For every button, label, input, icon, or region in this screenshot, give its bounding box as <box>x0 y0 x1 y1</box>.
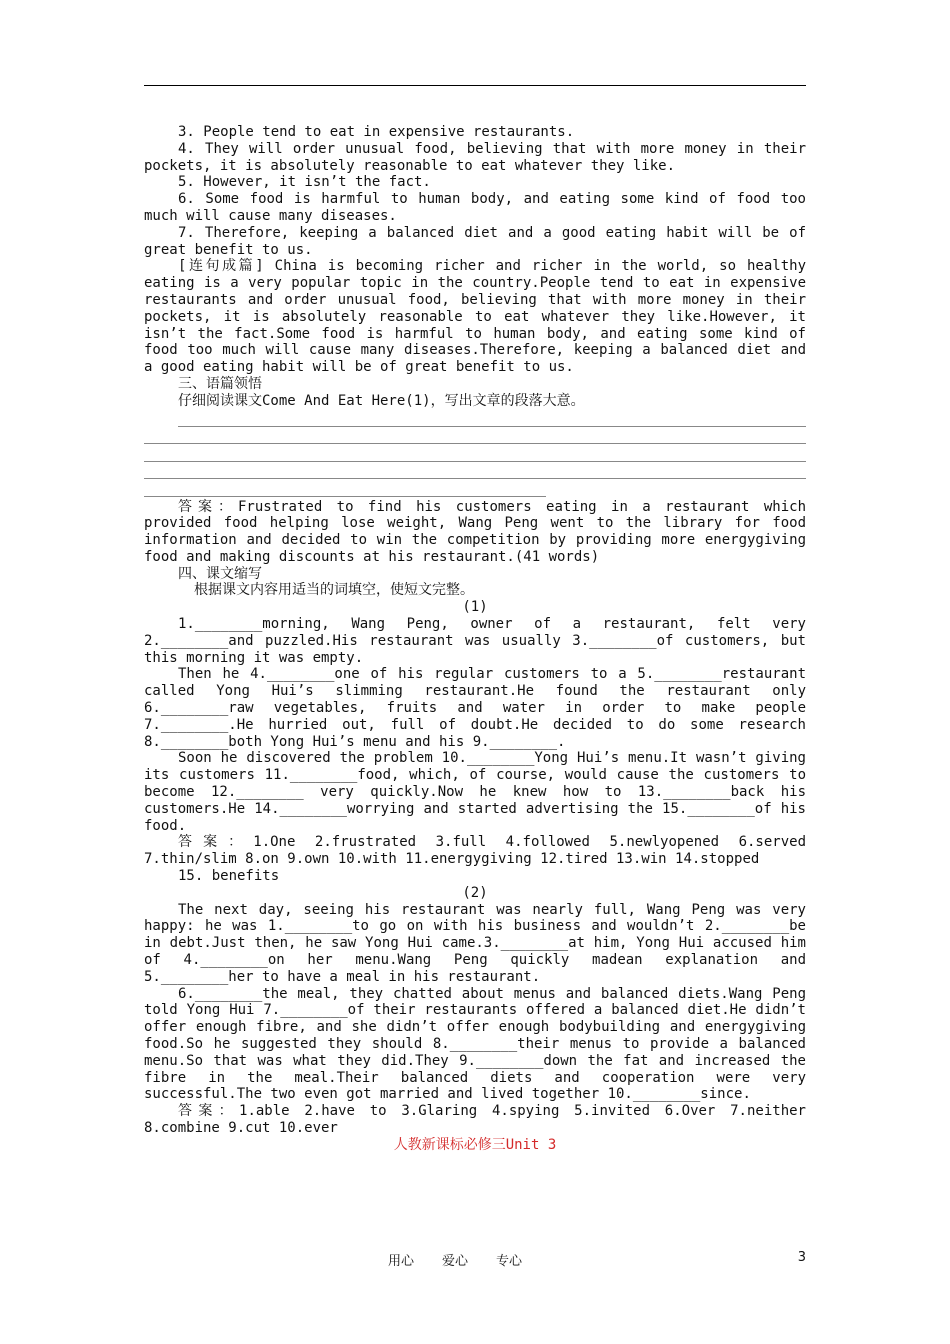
combine-tag: [连句成篇] <box>178 258 264 275</box>
part-1-answer-tail: 15. benefits <box>178 868 280 885</box>
writing-line[interactable] <box>144 479 546 496</box>
sentence-6: 6. Some food is harmful to human body, and eating some kind of food too much will cause many diseases. <box>144 191 806 224</box>
page-footer <box>0 1250 950 1268</box>
writing-line[interactable] <box>144 462 806 479</box>
footer-motto <box>388 1250 550 1269</box>
section-4-heading: 四、课文缩写 <box>178 565 262 582</box>
source-line: 人教新课标必修三Unit 3 <box>393 1136 557 1153</box>
part-2-paragraph: The next day, seeing his restaurant was nearly full, Wang Peng was very happy: he was 1.________to go on with his business and wouldn’t 2.________be in debt.Just then, he saw Yong Hui came.3.________at him, Yong Hui accused him of 4.________on her menu.Wang Peng quickly madean explanation and 5.________her to have a meal in his restaurant. <box>144 901 806 985</box>
part-2-paragraph: 6.________the meal, they chatted about menus and balanced diets.Wang Peng told Yong Hui 7.________of their restaurants offered a balanced diet.He didn’t offer enough fibre, and she didn’t offer enough bodybuilding and energygiving food.So he suggested they should 8.________their menus to provide a balanced menu.So that was what they did.They 9.________down the fat and increased the fibre in the meal.Their balanced diets and cooperation were very successful.The two even got married and lived together 10.________since. <box>144 985 806 1103</box>
section-4-instruction: 根据课文内容用适当的词填空，使短文完整。 <box>194 582 474 599</box>
combined-paragraph <box>144 258 806 376</box>
combine-text: China is becoming richer and richer in the world, so healthy eating is a very popular topic in the country.People tend to eat in expensive restaurants and order unusual food, believing that with more money in their pockets, it is absolutely reasonable to eat whatever they like.However, it isn’t the fact.Some food is harmful to human body, and eating some kind of food too much will cause many diseases.Therefore, keeping a balanced diet and a good eating habit will be of great benefit to us. <box>144 258 806 376</box>
section-3-heading: 三、语篇领悟 <box>178 375 262 392</box>
motto-word: 专心 <box>496 1254 523 1269</box>
writing-line[interactable] <box>178 410 806 427</box>
writing-line[interactable] <box>144 427 806 444</box>
part-1-paragraph: 1.________morning, Wang Peng, owner of a restaurant, felt very 2.________and puzzled.His restaurant was usually 3.________of customers, but this morning it was empty. <box>144 616 806 666</box>
motto-word: 用心 <box>388 1254 415 1269</box>
part-1-paragraph: Then he 4.________one of his regular customers to a 5.________restaurant called Yong Hui’s slimming restaurant.He found the restaurant only 6.________raw vegetables, fruits and water in order to make people 7.________.He hurried out, full of doubt.He decided to do some research 8.________both Yong Hui’s menu and his 9.________. <box>144 666 806 750</box>
document-body <box>144 124 806 1154</box>
part-2-label: (2) <box>462 884 488 901</box>
motto-word: 爱心 <box>442 1254 469 1269</box>
sentence-7: 7. Therefore, keeping a balanced diet and a good eating habit will be of great benefit to us. <box>144 224 806 258</box>
writing-line[interactable] <box>144 444 806 461</box>
part-1-paragraph: Soon he discovered the problem 10.________Yong Hui’s menu.It wasn’t giving its customers 11.________food, which, of course, would cause the customers to become 12.________ very quickly.Now he knew how to 13.________back his customers.He 14.________worrying and started advertising the 15.________of his food. <box>144 750 806 834</box>
part-2-answer: 答案：1.able 2.have to 3.Glaring 4.spying 5.invited 6.Over 7.neither 8.combine 9.cut 10.ever <box>144 1103 806 1136</box>
section-3-answer: 答案：Frustrated to find his customers eating in a restaurant which provided food helping lose weight, Wang Peng went to the library for food information and decided to win the competition by providing more energygiving food and making discounts at his restaurant.(41 words) <box>144 498 806 565</box>
answer-writing-lines <box>144 410 806 497</box>
header-rule <box>144 85 806 86</box>
sentence-4: 4. They will order unusual food, believing that with more money in their pockets, it is absolutely reasonable to eat whatever they like. <box>144 140 806 174</box>
part-1-answer: 答案：1.One 2.frustrated 3.full 4.followed 5.newlyopened 6.served 7.thin/slim 8.on 9.own 10.with 11.energygiving 12.tired 13.win 14.stopped <box>144 834 806 868</box>
page-number: 3 <box>797 1250 806 1265</box>
section-3-instruction: 仔细阅读课文Come And Eat Here(1)，写出文章的段落大意。 <box>178 392 585 409</box>
sentence-3: 3. People tend to eat in expensive restaurants. <box>178 124 575 140</box>
sentence-5: 5. However, it isn’t the fact. <box>178 174 431 191</box>
part-1-label: (1) <box>462 599 488 616</box>
